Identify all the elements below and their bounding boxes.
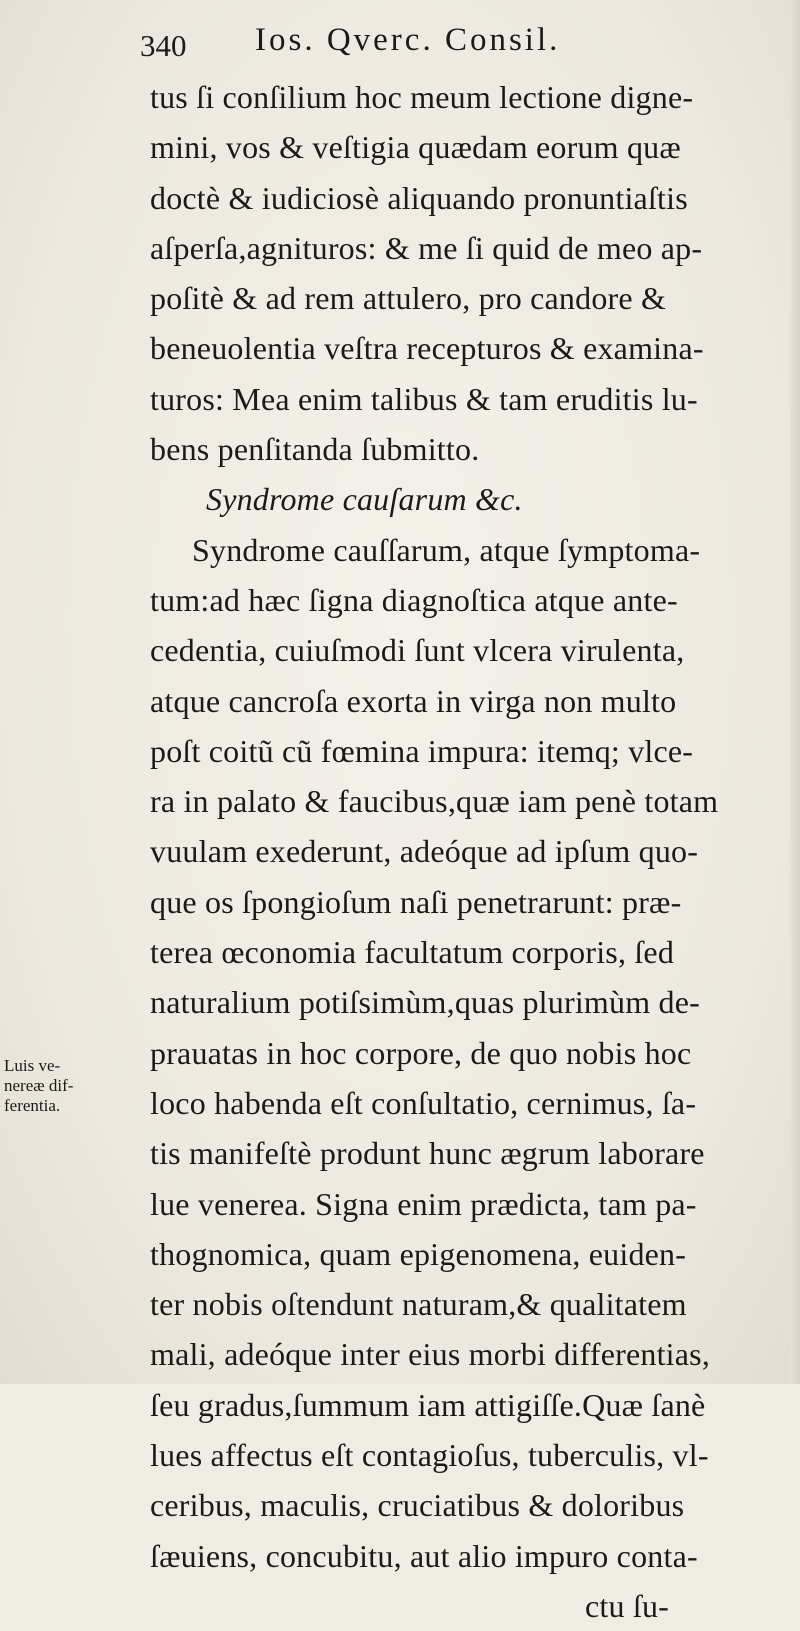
margin-note-line: Luis ve- (4, 1056, 61, 1075)
page-header (140, 12, 700, 72)
section-heading: Syndrome cauſarum &c. (206, 481, 523, 518)
text-line: terea œconomia facultatum corporis, ſed (150, 934, 675, 971)
catchword: ctu ſu- (585, 1587, 670, 1624)
margin-note (4, 1056, 124, 1116)
text-line: lues affectus eſt contagioſus, tuberculis, vl- (150, 1437, 709, 1474)
margin-note-line: nereæ dif- (4, 1076, 74, 1095)
text-line: aſperſa,agnituros: & me ſi quid de meo ap- (150, 229, 703, 266)
text-line: cedentia, cuiuſmodi ſunt vlcera virulenta, (150, 632, 685, 669)
text-line: mali, adeóque inter eius morbi differentias, (150, 1336, 711, 1373)
text-line: tus ſi conſilium hoc meum lectione digne- (150, 79, 694, 115)
text-line: que os ſpongioſum naſi penetrarunt: præ- (150, 883, 682, 920)
text-line: turos: Mea enim talibus & tam eruditis lu- (150, 380, 698, 417)
text-line: thognomica, quam epigenomena, euiden- (150, 1235, 687, 1272)
text-line: mini, vos & veſtigia quædam eorum quæ (150, 129, 681, 166)
text-line: poſt coitũ cũ fœmina impura: itemq; vlce- (150, 732, 694, 769)
text-line: poſitè & ad rem attulero, pro candore & (150, 280, 667, 317)
text-line: Syndrome cauſſarum, atque ſymptoma- (192, 531, 701, 568)
text-line: prauatas in hoc corpore, de quo nobis hoc (150, 1034, 692, 1071)
text-line: vuulam exederunt, adeóque ad ipſum quo- (150, 833, 699, 870)
text-line: doctè & iudiciosè aliquando pronuntiaſtis (150, 179, 688, 216)
text-line: ſeu gradus,ſummum iam attigiſſe.Quæ ſanè (150, 1386, 706, 1423)
text-line: tum:ad hæc ſigna diagnoſtica atque ante- (150, 581, 678, 618)
text-line: naturalium potiſsimùm,quas plurimùm de- (150, 984, 700, 1021)
text-line: atque cancroſa exorta in virga non multo (150, 682, 677, 719)
text-line: ſæuiens, concubitu, aut alio impuro conta- (150, 1537, 698, 1574)
text-line: tis manifeſtè produnt hunc ægrum laborare (150, 1135, 705, 1172)
page-edge (790, 0, 800, 1384)
text-line: beneuolentia veſtra recepturos & examina- (150, 330, 704, 367)
text-line: bens penſitanda ſubmitto. (150, 431, 480, 468)
page-number: 340 (140, 28, 187, 63)
text-line: ra in palato & faucibus,quæ iam penè totam (150, 783, 719, 820)
text-line: ceribus, maculis, cruciatibus & doloribus (150, 1487, 685, 1524)
running-head: Ios. Qverc. Consil. (255, 22, 561, 58)
text-line: ter nobis oſtendunt naturam,& qualitatem (150, 1286, 687, 1323)
body-text (150, 72, 750, 1631)
margin-note-line: ferentia. (4, 1096, 61, 1115)
text-line: loco habenda eſt conſultatio, cernimus, ſa- (150, 1084, 697, 1121)
text-line: lue venerea. Signa enim prædicta, tam pa- (150, 1185, 697, 1222)
